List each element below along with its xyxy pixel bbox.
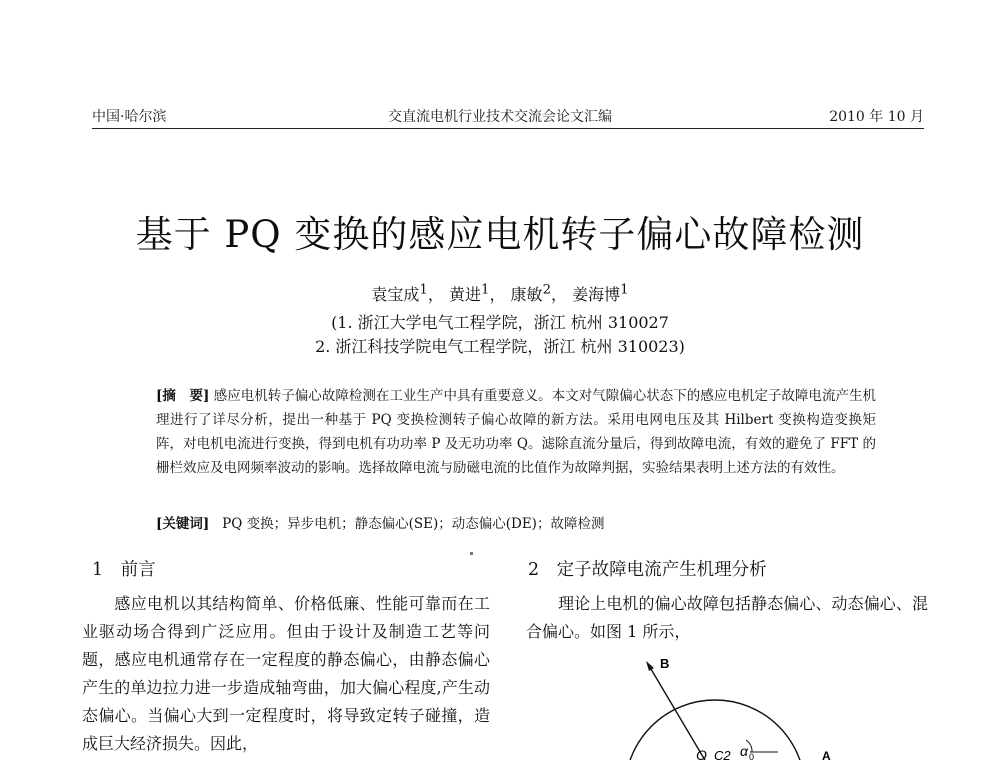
section-1-paragraph	[82, 590, 490, 758]
header-location: 中国·哈尔滨	[92, 109, 167, 125]
abstract-label: [摘 要]	[156, 388, 210, 404]
section-2-text: 理论上电机的偏心故障包括静态偏心、动态偏心、混合偏心。如图 1 所示，	[526, 594, 928, 641]
section-1-heading: 1 前言	[92, 560, 156, 580]
paper-title: 基于 PQ 变换的感应电机转子偏心故障检测	[135, 213, 865, 256]
keywords	[156, 512, 876, 532]
label-o: O	[696, 747, 707, 760]
author-name: 袁宝成	[371, 285, 420, 304]
header-proceedings: 交直流电机行业技术交流会论文汇编	[388, 109, 612, 125]
axis-b-line	[648, 664, 712, 760]
section-1-text: 感应电机以其结构简单、价格低廉、性能可靠而在工业驱动场合得到广泛应用。但由于设计及制造工艺等问题，感应电机通常存在一定程度的静态偏心，由静态偏心产生的单边拉力进一步造成轴弯曲，加大偏心程度,产生动态偏心。当偏心大到一定程度时，将导致定转子碰撞，造成巨大经济损失。因此，	[82, 594, 490, 753]
header-rule	[92, 128, 924, 129]
author-sup: 1	[620, 282, 629, 298]
author-sup: 2	[542, 282, 552, 298]
author-sup: 1	[419, 282, 428, 298]
author-list: 袁宝成$^1$， 黄进$^1$， 康敏$^2$， 姜海博$^1$	[371, 282, 629, 304]
abstract	[156, 384, 876, 480]
affiliation-1: (1. 浙江大学电气工程学院，浙江 杭州 310027	[331, 313, 669, 332]
section-2-paragraph	[526, 590, 928, 646]
figure-1	[600, 640, 860, 760]
label-c2: C2	[714, 748, 731, 760]
scan-speck	[470, 552, 473, 555]
author-sup: 1	[480, 282, 490, 298]
abstract-text: 感应电机转子偏心故障检测在工业生产中具有重要意义。本文对气隙偏心状态下的感应电机定子故障电流产生机理进行了详尽分析，提出一种基于 PQ 变换检测转子偏心故障的新方法。采用电网电压及其 Hilbert 变换构造变换矩阵，对电机电流进行变换，得到电机有功功率 P 及无功功率 Q。滤除直流分量后，得到故障电流，有效的避免了 FFT 的栅栏效应及电网频率波动的影响。选择故障电流与励磁电流的比值作为故障判据，实验结果表明上述方法的有效性。	[156, 388, 877, 476]
label-b: B	[660, 656, 670, 671]
label-a: A	[822, 749, 831, 760]
author-name: 康敏	[510, 285, 543, 304]
header-date: 2010 年 10 月	[829, 109, 924, 125]
keywords-label: [关键词]	[156, 516, 210, 532]
keywords-text: PQ 变换；异步电机；静态偏心(SE)；动态偏心(DE)；故障检测	[222, 516, 605, 532]
label-alpha-sub: 0	[749, 752, 755, 760]
section-2-heading: 2 定子故障电流产生机理分析	[528, 560, 767, 580]
affiliation-2: 2. 浙江科技学院电气工程学院，浙江 杭州 310023)	[315, 337, 685, 356]
axis-b-arrowhead	[646, 661, 654, 671]
author-name: 黄进	[448, 285, 481, 304]
author-name: 姜海博	[572, 285, 621, 304]
label-alpha: α	[740, 743, 748, 759]
